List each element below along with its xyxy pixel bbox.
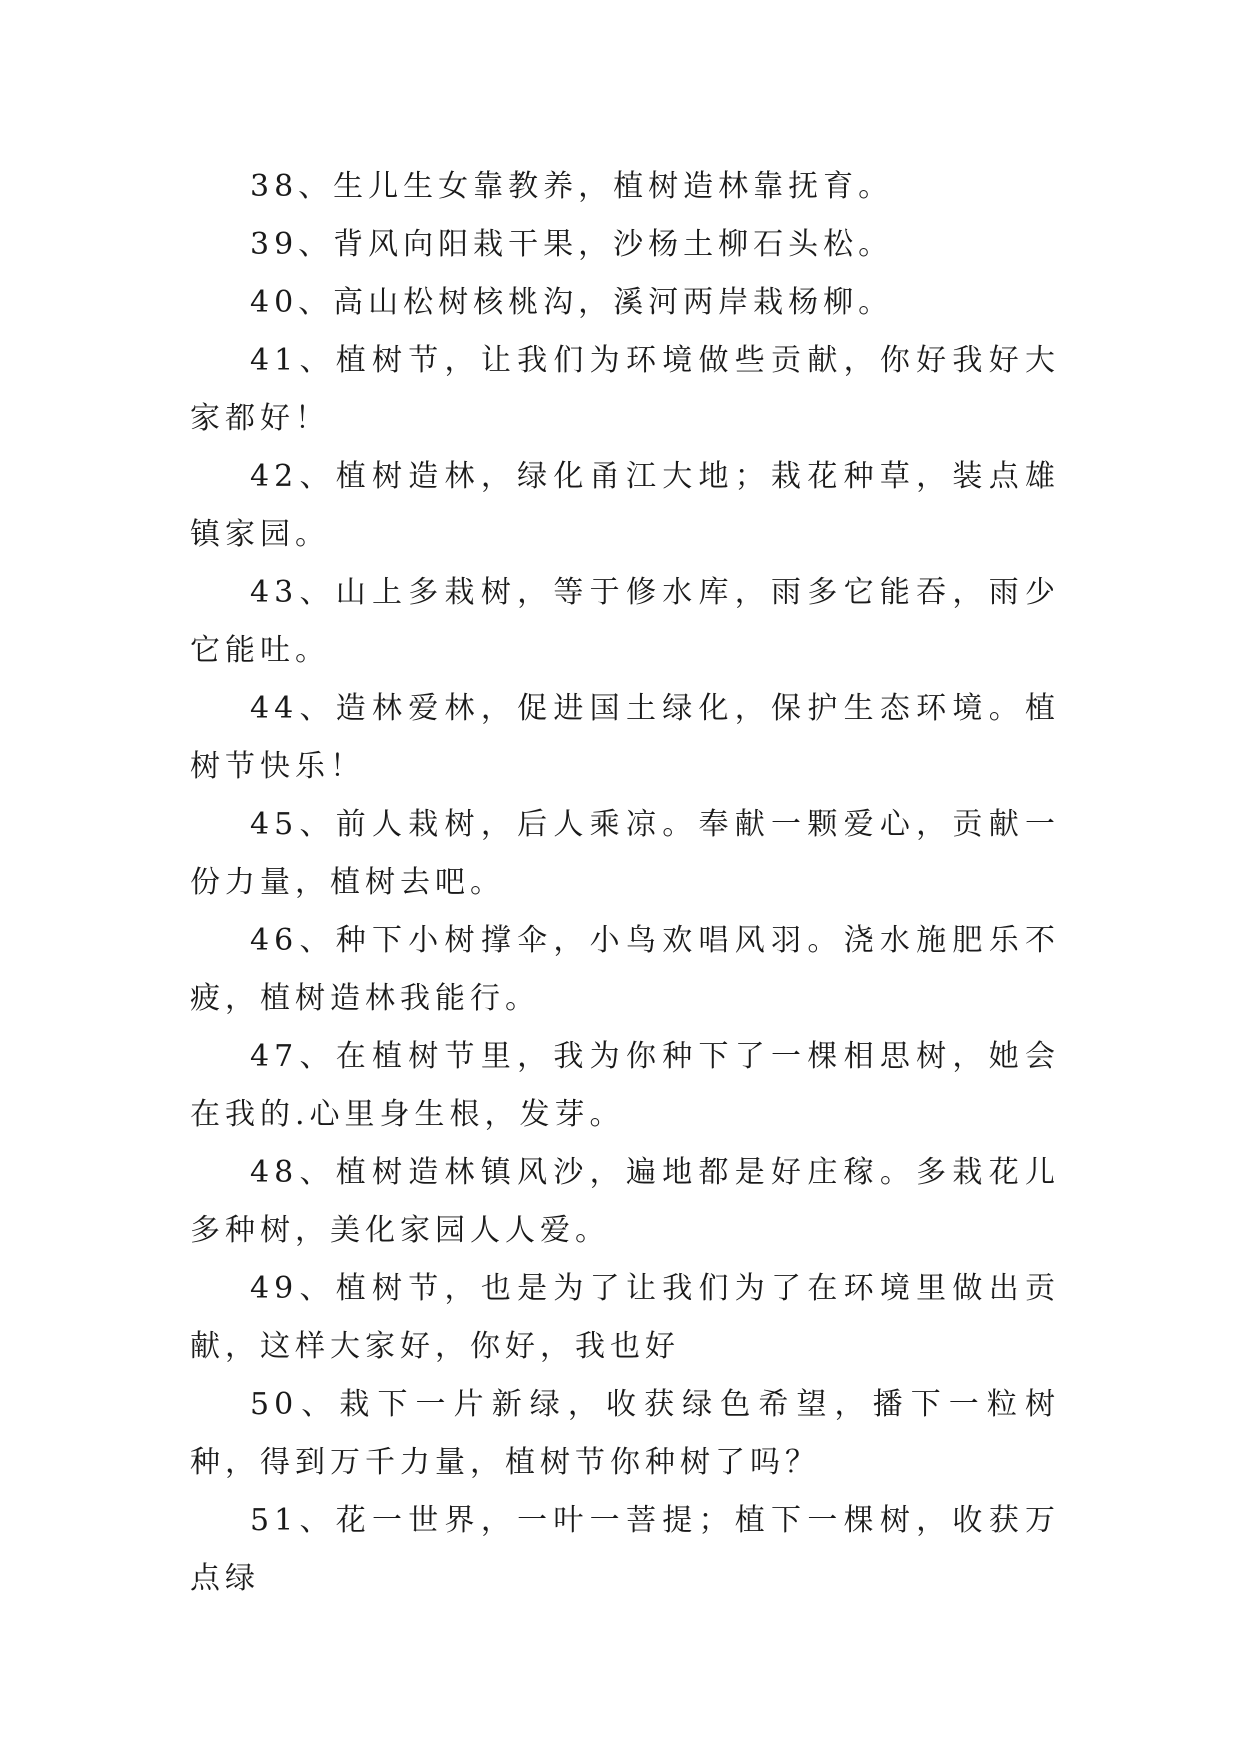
paragraph-46: 46、种下小树撑伞，小鸟欢唱风羽。浇水施肥乐不疲，植树造林我能行。 (190, 923, 1060, 1016)
paragraph-43: 43、山上多栽树，等于修水库，雨多它能吞，雨少它能吐。 (190, 575, 1060, 668)
paragraph-41: 41、植树节，让我们为环境做些贡献，你好我好大家都好！ (190, 343, 1060, 436)
paragraph-45: 45、前人栽树，后人乘凉。奉献一颗爱心，贡献一份力量，植树去吧。 (190, 807, 1060, 900)
paragraph-50: 50、栽下一片新绿，收获绿色希望，播下一粒树种，得到万千力量，植树节你种树了吗？ (190, 1387, 1060, 1480)
paragraph-49: 49、植树节，也是为了让我们为了在环境里做出贡献，这样大家好，你好，我也好 (190, 1271, 1060, 1364)
paragraph-38: 38、生儿生女靠教养，植树造林靠抚育。 (250, 169, 894, 204)
document-body (190, 158, 1060, 1608)
paragraph-40: 40、高山松树核桃沟，溪河两岸栽杨柳。 (250, 285, 894, 320)
paragraph-39: 39、背风向阳栽干果，沙杨土柳石头松。 (250, 227, 894, 262)
paragraph-42: 42、植树造林，绿化甬江大地；栽花种草，装点雄镇家园。 (190, 459, 1060, 552)
paragraph-48: 48、植树造林镇风沙，遍地都是好庄稼。多栽花儿多种树，美化家园人人爱。 (190, 1155, 1060, 1248)
paragraph-44: 44、造林爱林，促进国土绿化，保护生态环境。植树节快乐！ (190, 691, 1060, 784)
paragraph-51: 51、花一世界，一叶一菩提；植下一棵树，收获万点绿 (190, 1503, 1060, 1596)
paragraph-47: 47、在植树节里，我为你种下了一棵相思树，她会在我的.心里身生根，发芽。 (190, 1039, 1060, 1132)
